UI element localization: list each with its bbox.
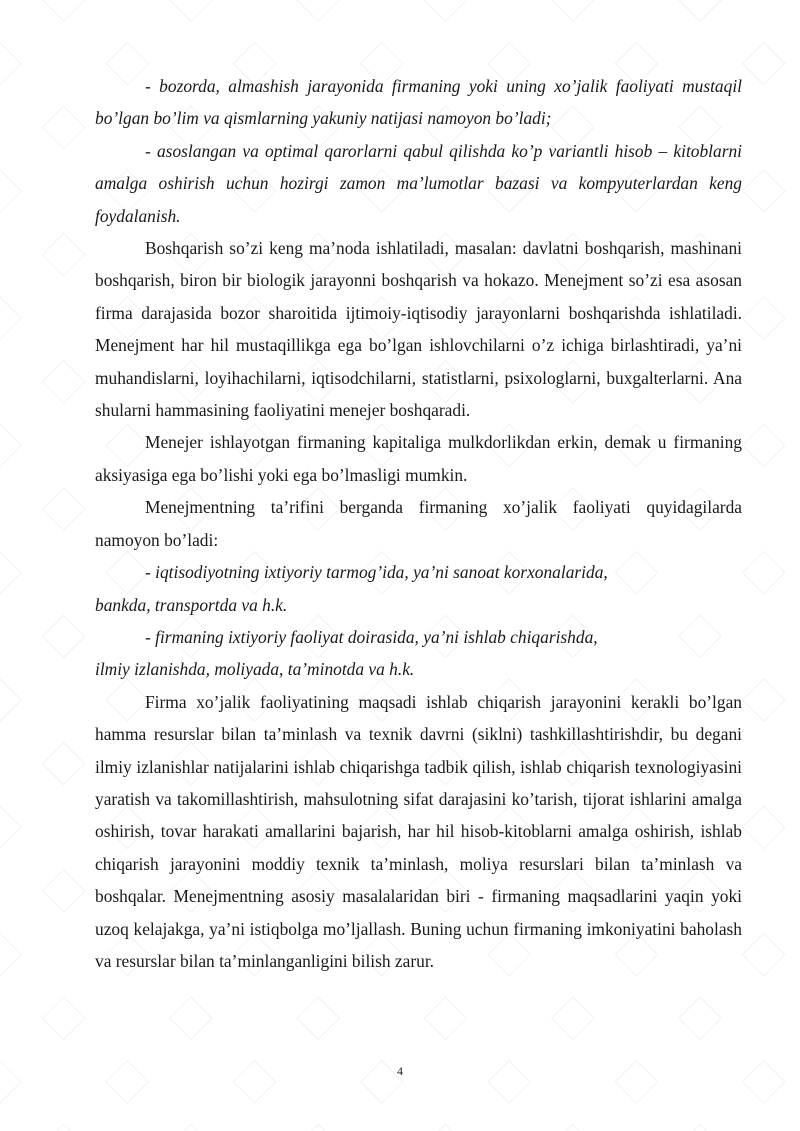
paragraph-firma-maqsadi: Firma xo’jalik faoliyatining maqsadi ishlab chiqarish jarayonini kerakli bo’lgan hamma resurslar bilan ta’minlash va texnik davrni (siklni) tashkillashtirishdir, bu degani ilmiy izlanishlar natijalarini ishlab chiqarishga tadbik qilish, ishlab chiqarish texnologiyasini yaratish va takomillashtirish, mahsulotning sifat darajasini ko’tarish, tijorat ishlarini amalga oshirish, tovar harakati amallarini bajarish, har hil hisob-kitoblarni amalga oshirish, ishlab chiqarish jarayonini moddiy texnik ta’minlash, moliya resurslari bilan ta’minlash va boshqalar. Menejmentning asosiy masalalaridan biri - firmaning maqsadlarini yaqin yoki uzoq kelajakga, ya’ni istiqbolga mo’ljallash. Buning uchun firmaning imkoniyatini baholash va resurslar bilan ta’minlanganligini bilish zarur. xyxy=(95,691,742,971)
list-item-tarmoq-line2: bankda, transportda va h.k. xyxy=(95,594,288,615)
document-body xyxy=(95,70,742,977)
paragraph-menejment-tarifi: Menejmentning ta’rifini berganda firmaning xo’jalik faoliyati quyidagilarda namoyon bo’ladi: xyxy=(95,497,742,550)
list-item-faoliyat xyxy=(95,621,742,686)
paragraph-boshqarish: Boshqarish so’zi keng ma’noda ishlatiladi, masalan: davlatni boshqarish, mashinani boshqarish, biron bir biologik jarayonni boshqarish va hokazo. Menejment so’zi esa asosan firma darajasida bozor sharoitida ijtimoiy-iqtisodiy jarayonlarni boshqarishda ishlatiladi. Menejment har hil mustaqillikga ega bo’lgan ishlovchilarni o’z ichiga birlashtiradi, ya’ni muhandislarni, loyihachilarni, iqtisodchilarni, statistlarni, psixologlarni, buxgalterlarni. Ana shularni hammasining faoliyatini menejer boshqaradi. xyxy=(95,238,742,421)
list-item-tarmoq xyxy=(95,556,742,621)
paragraph-menejer: Menejer ishlayotgan firmaning kapitaliga mulkdorlikdan erkin, demak u firmaning aksiyasiga ega bo’lishi yoki ega bo’lmasligi mumkin. xyxy=(95,432,742,485)
bullet-paragraph-1: - bozorda, almashish jarayonida firmaning yoki uning xo’jalik faoliyati mustaqil bo’lgan bo’lim va qismlarning yakuniy natijasi namoyon bo’ladi; xyxy=(95,76,742,129)
page-number: 4 xyxy=(397,1064,403,1078)
list-item-faoliyat-line2: ilmiy izlanishda, moliyada, ta’minotda va h.k. xyxy=(95,659,415,680)
list-item-tarmoq-line1: - iqtisodiyotning ixtiyoriy tarmog’ida, ya’ni sanoat korxonalarida, xyxy=(145,562,608,583)
list-item-faoliyat-line1: - firmaning ixtiyoriy faoliyat doirasida, ya’ni ishlab chiqarishda, xyxy=(145,626,598,647)
bullet-paragraph-2: - asoslangan va optimal qarorlarni qabul qilishda ko’p variantli hisob – kitoblarni amalga oshirish uchun hozirgi zamon ma’lumotlar bazasi va kompyuterlardan keng foydalanish. xyxy=(95,140,742,226)
